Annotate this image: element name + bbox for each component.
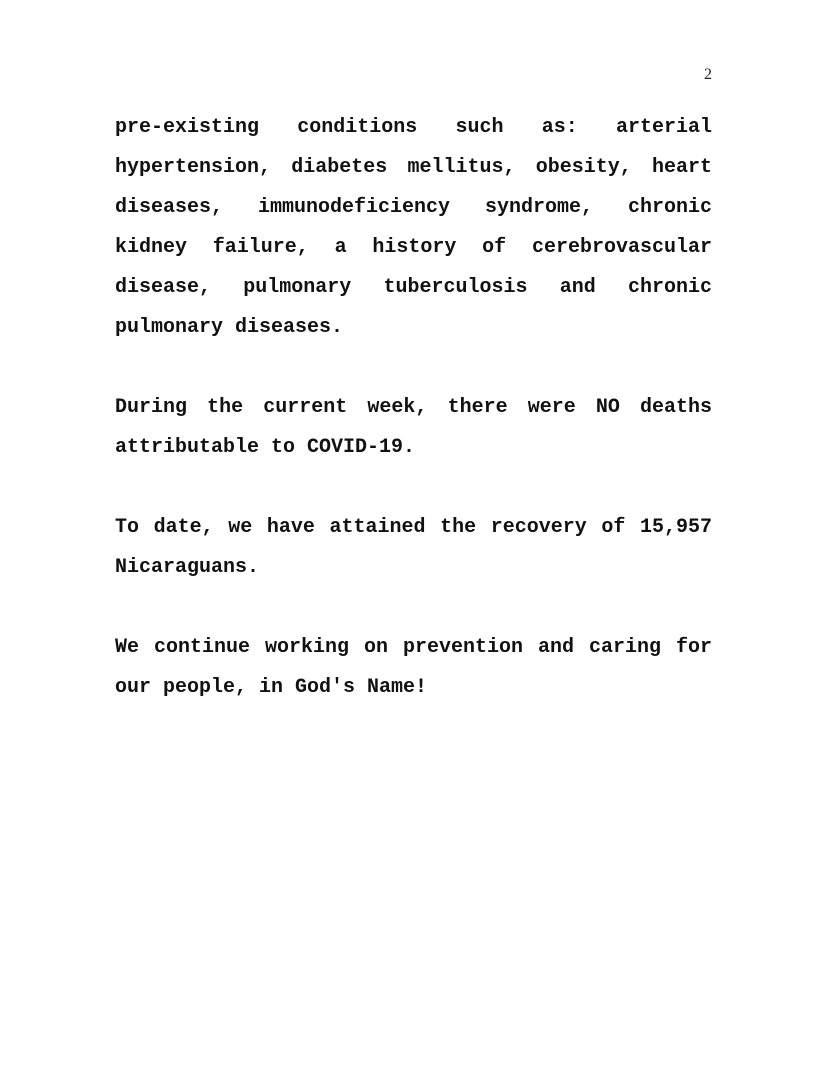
page-number: 2: [704, 66, 712, 83]
paragraph-closing: We continue working on prevention and caring for our people, in God's Name!: [115, 636, 712, 699]
document-body: [115, 108, 712, 748]
paragraph-recoveries: To date, we have attained the recovery of 15,957 Nicaraguans.: [115, 516, 712, 579]
paragraph-deaths: During the current week, there were NO deaths attributable to COVID-19.: [115, 396, 712, 459]
paragraph-comorbidities: pre-existing conditions such as: arterial hypertension, diabetes mellitus, obesity, heart diseases, immunodeficiency syndrome, chronic kidney failure, a history of cerebrovascular disease, pulmonary tuberculosis and chronic pulmonary diseases.: [115, 116, 712, 339]
